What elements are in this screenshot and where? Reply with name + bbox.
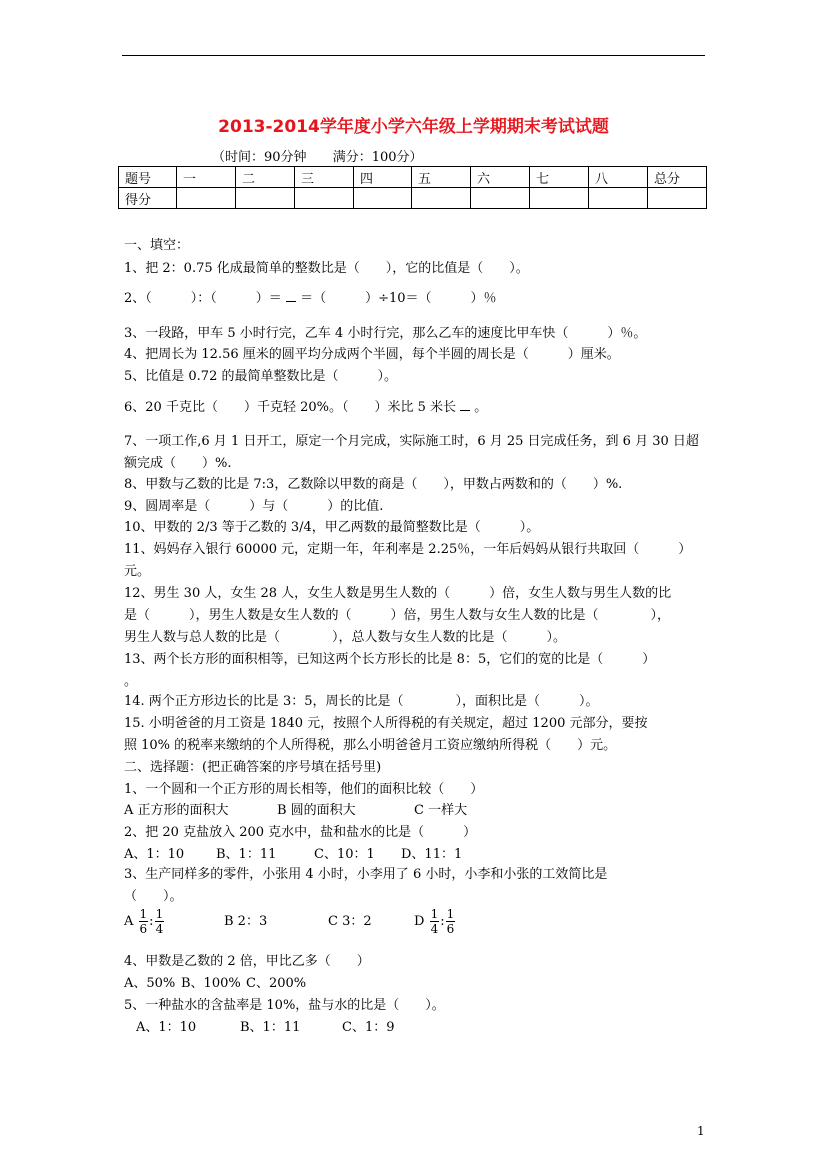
score-cell	[354, 188, 412, 209]
section1-heading: 一、填空：	[124, 238, 190, 253]
option-d-label: D	[414, 914, 425, 929]
question-1-13-line2: 。	[124, 674, 138, 689]
header-cell: 总分	[648, 167, 707, 188]
score-cell	[530, 188, 589, 209]
question-2-3-options	[124, 907, 456, 936]
denominator: 4	[155, 922, 164, 936]
option-b: B、100%	[181, 976, 241, 991]
score-cell	[589, 188, 648, 209]
denominator: 4	[430, 922, 439, 936]
option-c: C、1：9	[342, 1020, 395, 1035]
exam-subtitle	[212, 146, 445, 165]
fraction	[139, 907, 149, 936]
question-1-9: 9、圆周率是（ ）与（ ）的比值.	[124, 499, 384, 514]
header-cell: 四	[354, 167, 412, 188]
option-a: A $\frac{1}{6}$ : $\frac{1}{4}$	[124, 907, 164, 936]
question-2-4: 4、甲数是乙数的 2 倍，甲比乙多（ ）	[124, 954, 370, 969]
option-c: C、10：1	[314, 847, 375, 862]
option-a: A 正方形的面积大	[124, 803, 229, 818]
question-1-12-line3: 男生人数与总人数的比是（ ），总人数与女生人数的比是（ ）。	[124, 630, 567, 645]
score-table-header-row	[119, 167, 707, 188]
option-a-label: A	[124, 914, 134, 929]
question-2-4-options	[124, 972, 306, 991]
header-cell: 三	[295, 167, 354, 188]
score-row-label: 得分	[119, 188, 177, 209]
fraction-blank	[286, 291, 296, 302]
question-2-1-options	[124, 799, 467, 818]
numerator: 1	[430, 907, 439, 921]
header-cell: 八	[589, 167, 648, 188]
question-1-8: 8、甲数与乙数的比是 7:3，乙数除以甲数的商是（ ），甲数占两数和的（ ）%.	[124, 477, 623, 492]
question-1-5: 5、比值是 0.72 的最简单整数比是（ ）。	[124, 369, 397, 384]
question-1-11-line2: 元。	[124, 564, 151, 579]
question-2-5: 5、一种盐水的含盐率是 10%，盐与水的比是（ ）。	[124, 998, 445, 1013]
question-1-11-line1: 11、妈妈存入银行 60000 元，定期一年，年利率是 2.25％，一年后妈妈从银行共取回（ ）	[124, 542, 692, 557]
option-b: B、1：11	[216, 847, 277, 862]
option-d: D、11：1	[401, 847, 463, 862]
q2-part-b: ＝（ ）÷10＝（ ）％	[300, 291, 497, 306]
score-table-score-row	[119, 188, 707, 209]
fraction-blank	[460, 400, 470, 411]
denominator: 6	[139, 922, 148, 936]
exam-title: 2013-2014学年度小学六年级上学期期末考试试题	[218, 117, 609, 137]
question-1-3: 3、一段路，甲车 5 小时行完，乙车 4 小时行完，那么乙车的速度比甲车快（ ）％。	[124, 326, 647, 341]
option-c: C、200%	[246, 976, 307, 991]
header-cell: 七	[530, 167, 589, 188]
option-d: D $\frac{1}{4}$ : $\frac{1}{6}$	[414, 907, 455, 936]
score-cell	[412, 188, 471, 209]
fraction	[446, 907, 456, 936]
option-b: B 圆的面积大	[277, 803, 356, 818]
header-cell: 六	[471, 167, 530, 188]
score-cell	[648, 188, 707, 209]
question-1-13-line1: 13、两个长方形的面积相等，已知这两个长方形长的比是 8：5，它们的宽的比是（ ）	[124, 652, 656, 667]
score-cell	[471, 188, 530, 209]
question-2-1: 1、一个圆和一个正方形的周长相等，他们的面积比较（ ）	[124, 782, 484, 797]
page-number: 1	[697, 1124, 705, 1138]
header-cell: 二	[236, 167, 295, 188]
question-2-2: 2、把 20 克盐放入 200 克水中，盐和盐水的比是（ ）	[124, 825, 477, 840]
question-1-1: 1、把 2：0.75 化成最简单的整数比是（ ），它的比值是（ ）。	[124, 261, 529, 276]
full-score: 满分：100分）	[332, 150, 423, 165]
header-rule	[122, 55, 705, 56]
question-1-15-line2: 照 10% 的税率来缴纳的个人所得税，那么小明爸爸月工资应缴纳所得税（ ）元。	[124, 738, 617, 753]
question-2-5-options	[136, 1016, 395, 1035]
time-limit: （时间：90分钟	[212, 150, 307, 165]
question-1-4: 4、把周长为 12.56 厘米的圆平均分成两个半圆，每个半圆的周长是（ ）厘米。	[124, 347, 620, 362]
score-cell	[236, 188, 295, 209]
option-a: A、1：10	[136, 1020, 197, 1035]
question-1-7-line2: 额完成（ ）%.	[124, 456, 232, 471]
question-2-3-line1: 3、生产同样多的零件，小张用 4 小时，小李用了 6 小时，小李和小张的工效简比是	[124, 867, 608, 882]
question-1-7-line1: 7、一项工作,6 月 1 日开工，原定一个月完成，实际施工时，6 月 25 日完成任务，到 6 月 30 日超	[124, 434, 699, 449]
question-2-3-line2: （ ）。	[124, 889, 183, 904]
header-cell: 一	[177, 167, 236, 188]
score-cell	[177, 188, 236, 209]
question-1-14: 14. 两个正方形边长的比是 3：5，周长的比是（ ），面积比是（ ）。	[124, 694, 599, 709]
option-a: A、50%	[124, 976, 176, 991]
question-1-2	[124, 287, 497, 306]
score-cell	[295, 188, 354, 209]
question-1-12-line2: 是（ ），男生人数是女生人数的（ ）倍，男生人数与女生人数的比是（ ），	[124, 608, 671, 623]
option-c: C 3：2	[328, 914, 372, 929]
fraction	[155, 907, 165, 936]
header-cell: 五	[412, 167, 471, 188]
option-b: B 2：3	[224, 914, 268, 929]
question-1-6	[124, 396, 487, 415]
fraction	[430, 907, 440, 936]
header-cell: 题号	[119, 167, 177, 188]
question-1-15-line1: 15. 小明爸爸的月工资是 1840 元，按照个人所得税的有关规定，超过 1200 元部分，要按	[124, 716, 648, 731]
section2-heading: 二、选择题：(把正确答案的序号填在括号里)	[124, 760, 382, 775]
numerator: 1	[446, 907, 455, 921]
denominator: 6	[446, 922, 455, 936]
option-a: A、1：10	[124, 847, 185, 862]
option-b: B、1：11	[240, 1020, 301, 1035]
q2-part-a: 2、（ ）：（ ）＝	[124, 291, 282, 306]
question-2-2-options	[124, 843, 462, 862]
q6-part-b: 。	[474, 400, 488, 415]
numerator: 1	[139, 907, 148, 921]
question-1-12-line1: 12、男生 30 人，女生 28 人，女生人数是男生人数的（ ）倍，女生人数与男生人数的比	[124, 586, 672, 601]
question-1-10: 10、甲数的 2/3 等于乙数的 3/4，甲乙两数的最简整数比是（ ）。	[124, 520, 540, 535]
numerator: 1	[155, 907, 164, 921]
score-table	[118, 166, 707, 209]
q6-part-a: 6、20 千克比（ ）千克轻 20%。（ ）米比 5 米长	[124, 400, 457, 415]
option-c: C 一样大	[414, 803, 468, 818]
